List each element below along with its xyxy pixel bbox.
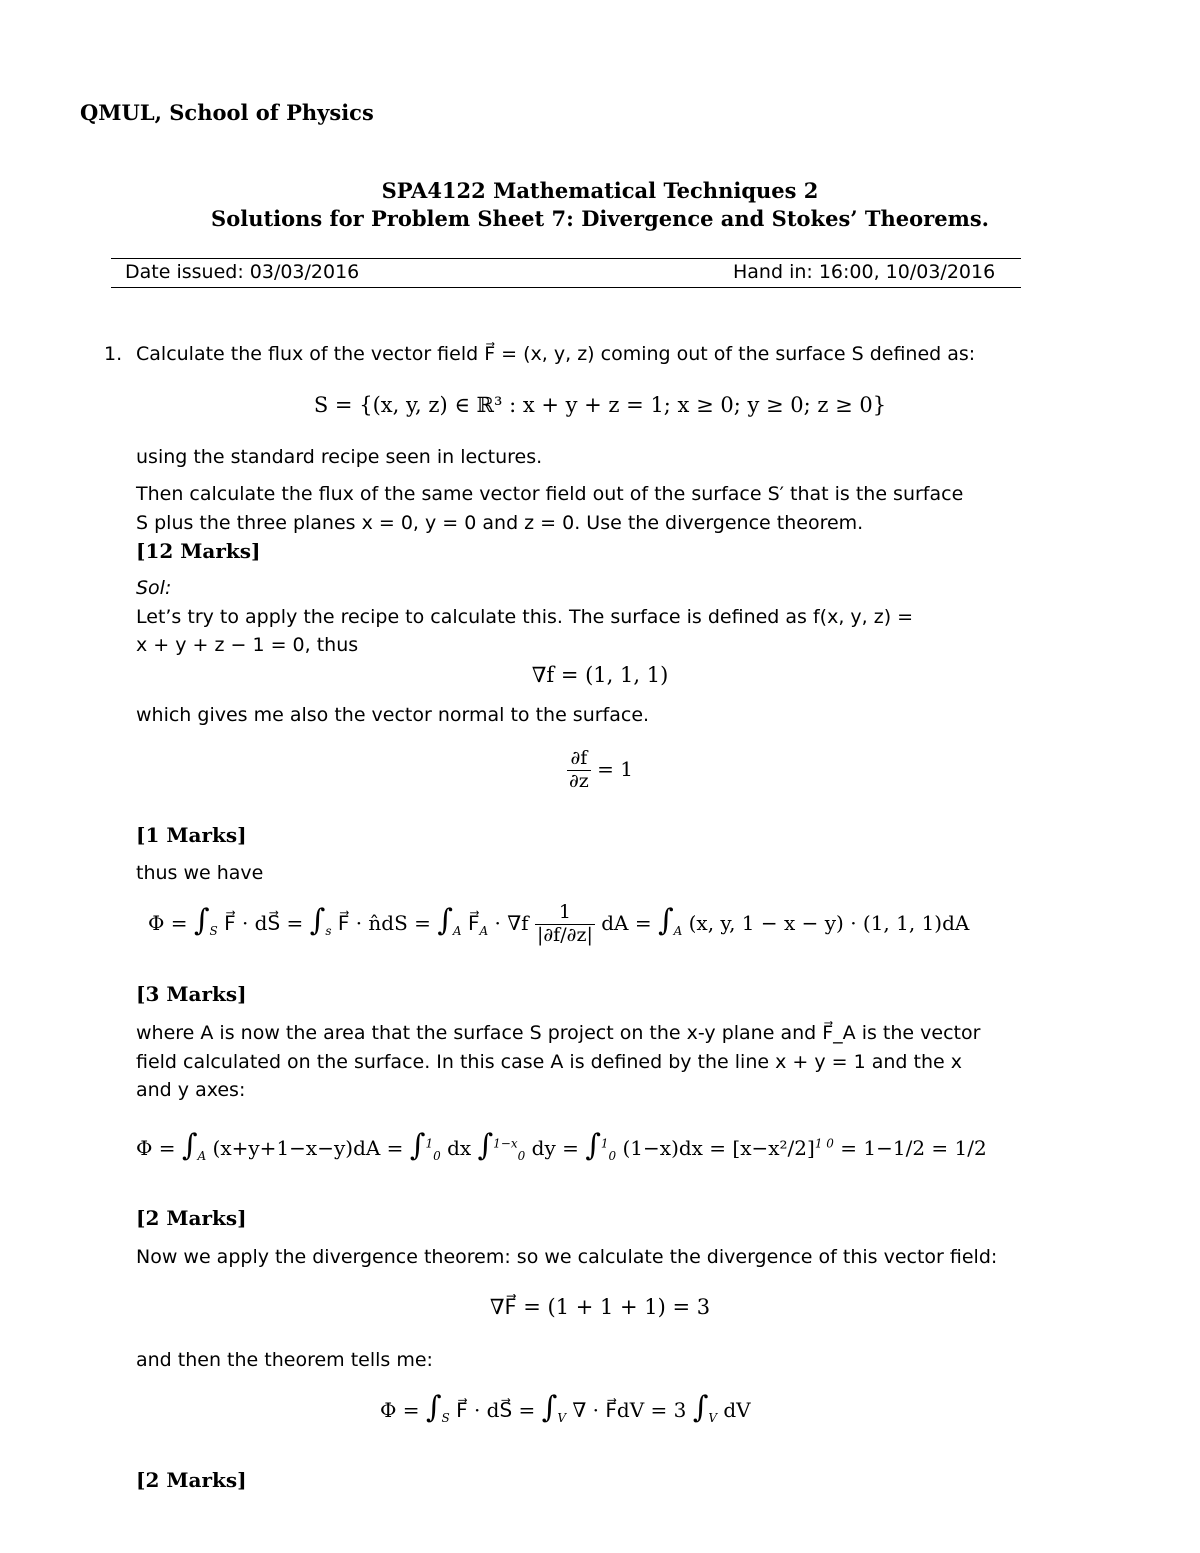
solution-text-line: where A is now the area that the surface S project on the x-y plane and F⃗_A is the vector <box>136 1022 981 1044</box>
divider-bottom <box>111 287 1021 288</box>
equation-lhs: Φ = <box>148 910 188 935</box>
marks-label: [3 Marks] <box>136 982 247 1006</box>
partial-derivative-equation <box>0 748 1200 793</box>
set-definition-equation: S = {(x, y, z) ∈ ℝ³ : x + y + z = 1; x ≥ 0; y ≥ 0; z ≥ 0} <box>313 393 887 417</box>
divider-top <box>111 258 1021 259</box>
fraction-denominator: ∂z <box>568 769 589 792</box>
marks-label: [1 Marks] <box>136 823 247 847</box>
problem-text-line: S plus the three planes x = 0, y = 0 and z = 0. Use the divergence theorem. <box>136 512 864 534</box>
equation-term: (1−x)dx = [x−x²/2] <box>622 1136 815 1160</box>
equation-term: = 1−1/2 = 1/2 <box>840 1136 987 1160</box>
integral-sign: ∫ <box>585 1128 601 1163</box>
problem-number: 1. <box>104 343 123 365</box>
evaluation-limits: 1 0 <box>814 1136 834 1151</box>
marks-label: [2 Marks] <box>136 1206 247 1230</box>
integral-upper-limit: 1 <box>600 1136 609 1151</box>
equation-term: dx <box>447 1136 472 1160</box>
partial-fraction <box>567 748 591 793</box>
fraction-denominator: |∂f/∂z| <box>536 923 593 946</box>
solution-text-line: x + y + z − 1 = 0, thus <box>136 634 359 656</box>
date-issued: Date issued: 03/03/2016 <box>125 261 360 283</box>
integral-limit: S <box>209 923 218 938</box>
integral-limit: V <box>708 1411 717 1425</box>
normalisation-fraction <box>535 902 595 947</box>
fraction-numerator: 1 <box>558 901 571 923</box>
equation-term: F⃗ · n̂dS = <box>337 910 431 935</box>
integral-limit: A <box>197 1149 207 1163</box>
solution-text-line: and y axes: <box>136 1079 246 1101</box>
integral-limit: V <box>557 1411 566 1425</box>
area-integral-equation <box>136 1128 987 1163</box>
subscript: A <box>479 923 489 938</box>
solution-text-line: and then the theorem tells me: <box>136 1349 433 1371</box>
problem-text-line: using the standard recipe seen in lectures. <box>136 446 543 468</box>
integral-limit: A <box>452 923 462 938</box>
integral-limit: s <box>325 923 332 938</box>
integral-sign: ∫ <box>541 1390 558 1425</box>
gradient-equation: ∇f = (1, 1, 1) <box>531 663 669 687</box>
solution-text-line: which gives me also the vector normal to the surface. <box>136 704 650 726</box>
equation-term: · ∇f <box>494 910 529 935</box>
integral-sign: ∫ <box>692 1390 709 1425</box>
equation-term: F⃗ <box>467 910 480 935</box>
flux-equation <box>148 902 969 947</box>
equation-rhs: = 1 <box>597 756 634 781</box>
equation-term: F⃗ · dS⃗ = <box>456 1398 536 1422</box>
integral-sign: ∫ <box>425 1390 442 1425</box>
marks-label: [2 Marks] <box>136 1468 247 1492</box>
institution-heading: QMUL, School of Physics <box>80 100 374 125</box>
solution-label: Sol: <box>136 577 172 599</box>
solution-text-line: field calculated on the surface. In this case A is defined by the line x + y = 1 and the x <box>136 1051 962 1073</box>
integral-sign: ∫ <box>193 902 210 938</box>
integral-sign: ∫ <box>181 1128 198 1163</box>
equation-term: dV <box>723 1398 751 1422</box>
integral-upper-limit: 1 <box>425 1136 434 1151</box>
equation-term: ∇ · F⃗dV = 3 <box>572 1398 687 1422</box>
equation-lhs: Φ = <box>136 1136 176 1160</box>
integral-limit: S <box>441 1411 450 1425</box>
divergence-equation: ∇F⃗ = (1 + 1 + 1) = 3 <box>489 1295 711 1319</box>
sheet-title: Solutions for Problem Sheet 7: Divergence and Stokes’ Theorems. <box>211 206 989 231</box>
integral-lower-limit: 0 <box>517 1149 526 1163</box>
solution-text-line: thus we have <box>136 862 264 884</box>
integral-limit: A <box>673 923 683 938</box>
fraction-numerator: ∂f <box>570 747 588 769</box>
integral-upper-limit: 1−x <box>493 1136 518 1151</box>
solution-text-line: Let’s try to apply the recipe to calculate this. The surface is defined as f(x, y, z) = <box>136 606 914 628</box>
divergence-theorem-equation <box>380 1390 751 1425</box>
hand-in-date: Hand in: 16:00, 10/03/2016 <box>733 261 996 283</box>
equation-term: dA = <box>601 910 652 935</box>
marks-label: [12 Marks] <box>136 539 261 563</box>
integral-lower-limit: 0 <box>433 1149 441 1163</box>
equation-lhs: Φ = <box>380 1398 420 1422</box>
integral-sign: ∫ <box>437 902 453 938</box>
problem-statement-line: Calculate the flux of the vector field F⃗ = (x, y, z) coming out of the surface S defined as: <box>136 343 976 365</box>
course-title: SPA4122 Mathematical Techniques 2 <box>381 178 819 203</box>
integral-sign: ∫ <box>657 902 674 938</box>
equation-term: (x+y+1−x−y)dA = <box>212 1136 404 1160</box>
integral-sign: ∫ <box>409 1128 426 1163</box>
integral-lower-limit: 0 <box>608 1149 617 1163</box>
integral-sign: ∫ <box>309 902 326 938</box>
integral-sign: ∫ <box>477 1128 494 1163</box>
problem-text-line: Then calculate the flux of the same vector field out of the surface S′ that is the surface <box>136 483 964 505</box>
solution-text-line: Now we apply the divergence theorem: so we calculate the divergence of this vector field: <box>136 1246 998 1268</box>
equation-term: dy = <box>531 1136 579 1160</box>
equation-term: F⃗ · dS⃗ = <box>224 910 304 935</box>
equation-term: (x, y, 1 − x − y) · (1, 1, 1)dA <box>688 910 970 935</box>
